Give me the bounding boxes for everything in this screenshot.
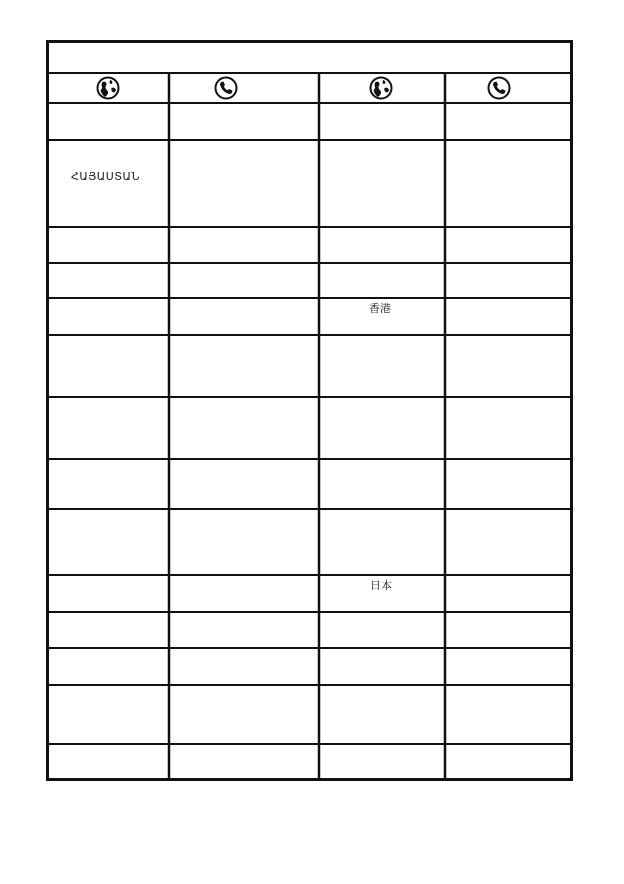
globe-icon bbox=[369, 76, 393, 100]
country-label-armenia: ՀԱՅԱՍՏԱՆ bbox=[71, 170, 140, 183]
country-label-japan: 日本 bbox=[370, 579, 392, 592]
contact-table bbox=[46, 40, 573, 781]
country-label-hong-kong: 香港 bbox=[369, 302, 391, 315]
table-grid bbox=[46, 40, 573, 781]
phone-icon bbox=[214, 76, 238, 100]
globe-icon bbox=[96, 76, 120, 100]
phone-icon bbox=[487, 76, 511, 100]
